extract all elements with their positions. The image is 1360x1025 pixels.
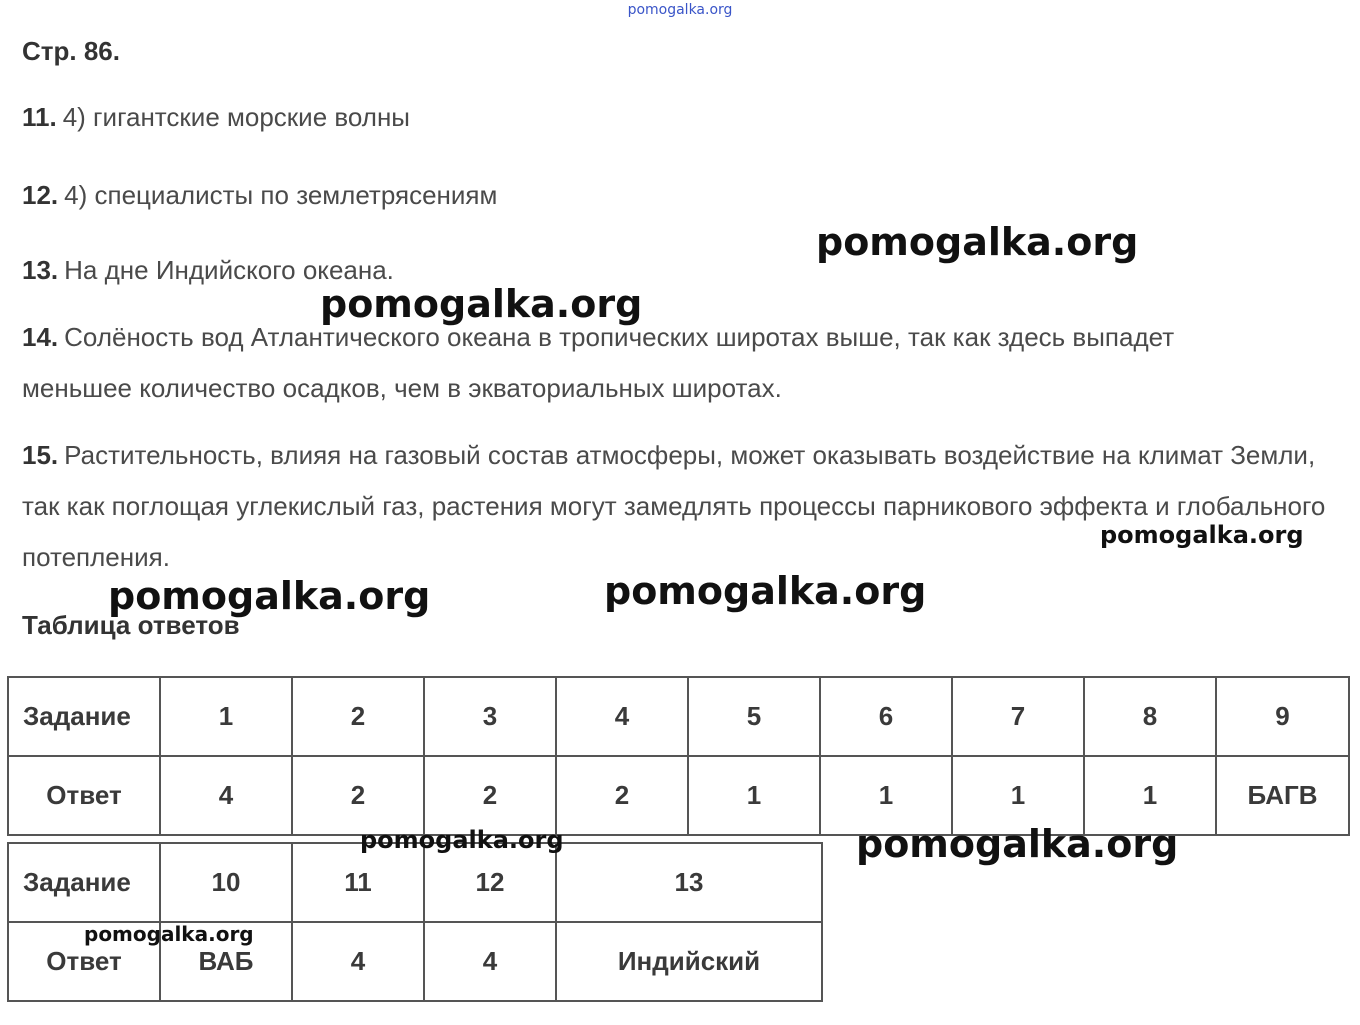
- answer-number: 15.: [22, 440, 59, 470]
- answer-cell: 1: [952, 756, 1084, 835]
- task-cell: 4: [556, 677, 688, 756]
- answer-text: Солёность вод Атлантического океана в тропических широтах выше, так как здесь выпадет меньшее количество осадков, чем в экваториальных широтах.: [22, 322, 1175, 403]
- answer-cell: 2: [424, 756, 556, 835]
- answer-text: На дне Индийского океана.: [64, 255, 394, 285]
- answer-14: [22, 312, 1262, 414]
- task-cell: 5: [688, 677, 820, 756]
- answer-cell: 2: [292, 756, 424, 835]
- answer-text: Растительность, влияя на газовый состав атмосферы, может оказывать воздействие на климат Земли, так как поглощая углекислый газ, растения могут замедлять процессы парникового эффекта и глобального потепления.: [22, 440, 1326, 572]
- answer-15: [22, 430, 1332, 583]
- answer-cell: ВАБ: [160, 922, 292, 1001]
- answer-number: 12.: [22, 180, 59, 210]
- watermark-text: pomogalka.org: [108, 574, 431, 618]
- watermark-text: pomogalka.org: [320, 282, 643, 326]
- watermark-text: pomogalka.org: [360, 826, 564, 854]
- task-header-cell: Задание: [8, 677, 160, 756]
- answer-cell: 1: [1084, 756, 1216, 835]
- answers-table-1: [7, 676, 1350, 836]
- table-row: [8, 677, 1349, 756]
- watermark-text: pomogalka.org: [856, 822, 1179, 866]
- watermark-text: pomogalka.org: [1100, 521, 1304, 549]
- top-watermark[interactable]: pomogalka.org: [627, 2, 733, 18]
- task-cell: 3: [424, 677, 556, 756]
- task-cell: 8: [1084, 677, 1216, 756]
- answer-11: [22, 102, 410, 133]
- page-header: Стр. 86.: [22, 36, 120, 66]
- answer-number: 13.: [22, 255, 59, 285]
- answer-cell: 1: [820, 756, 952, 835]
- table-row: [8, 843, 822, 922]
- answer-12: [22, 180, 497, 211]
- watermark-text: pomogalka.org: [604, 569, 927, 613]
- answer-cell: Индийский: [556, 922, 822, 1001]
- task-cell: 13: [556, 843, 822, 922]
- answer-cell: БАГВ: [1216, 756, 1349, 835]
- task-cell: 1: [160, 677, 292, 756]
- answer-cell: 2: [556, 756, 688, 835]
- answer-cell: 4: [292, 922, 424, 1001]
- answer-cell: 4: [160, 756, 292, 835]
- task-cell: 7: [952, 677, 1084, 756]
- answer-cell: 1: [688, 756, 820, 835]
- task-header-cell: Задание: [8, 843, 160, 922]
- watermark-text: pomogalka.org: [84, 922, 254, 946]
- task-cell: 6: [820, 677, 952, 756]
- table-title: Таблица ответов: [22, 610, 240, 640]
- task-cell: 12: [424, 843, 556, 922]
- answer-header-cell: Ответ: [8, 922, 160, 1001]
- answer-text: 4) гигантские морские волны: [62, 102, 410, 132]
- task-cell: 2: [292, 677, 424, 756]
- task-cell: 11: [292, 843, 424, 922]
- answer-cell: 4: [424, 922, 556, 1001]
- answer-number: 14.: [22, 322, 59, 352]
- answer-header-cell: Ответ: [8, 756, 160, 835]
- task-cell: 10: [160, 843, 292, 922]
- answer-number: 11.: [22, 102, 57, 132]
- watermark-text: pomogalka.org: [816, 220, 1139, 264]
- task-cell: 9: [1216, 677, 1349, 756]
- answer-text: 4) специалисты по землетрясениям: [64, 180, 498, 210]
